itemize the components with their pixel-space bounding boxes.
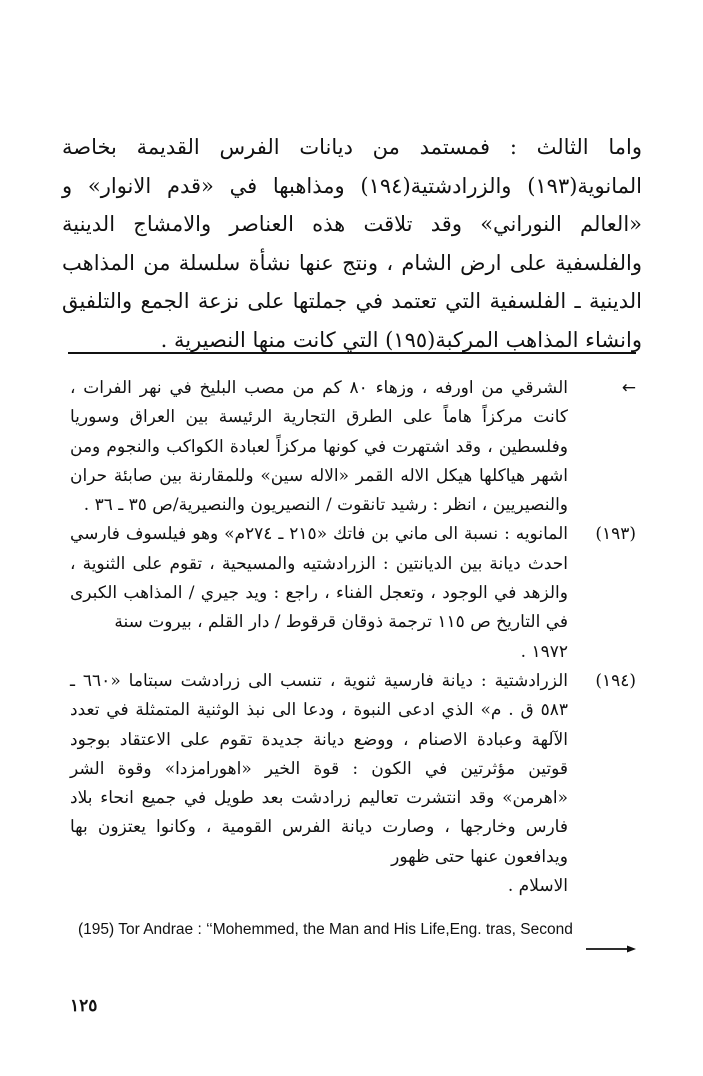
footnotes-block [70,374,636,901]
footnote-divider [68,352,636,354]
page-number: ١٢٥ [70,996,98,1016]
main-paragraph: واما الثالث : فمستمد من ديانات الفرس القديمة بخاصة المانوية(١٩٣) والزرادشتية(١٩٤) ومذاهبها في «قدم الانوار» و «العالم النوراني» وقد تلاقت هذه العناصر والامشاج الدينية والفلسفية على ارض الشام ، ونتج عنها نشأة سلسلة من المذاهب الدينية ـ الفلسفية التي تعتمد في جملتها على نزعة الجمع والتلفيق وانشاء المذاهب المركبة(١٩٥) التي كانت منها النصيرية . [62,135,642,352]
footnote-195-text: (195) Tor Andrae : ‘‘Mohemmed, the Man and His Life,Eng. tras, Second [78,921,573,938]
main-text-block [62,128,642,359]
footnote-193-last-line: ١٩٧٢ . [520,641,568,662]
footnote-193-marker: (١٩٣) [595,524,636,545]
footnote-194-text: الزرادشتية : ديانة فارسية ثنوية ، تنسب الى زرادشت سبتاما «٦٦٠ ـ ٥٨٣ ق . م» الذي ادعى النبوة ، ودعا الى نبذ الوثنية المتمثلة في تعدد الآلهة وعبادة الاصنام ، ووضع ديانة جديدة تقوم على الاعتقاد بوجود قوتين مؤثرتين في الكون : قوة الخير «اهورامزدا» وقوة الشر «اهرمن» وقد انتشرت تعاليم زرادشت بعد طويل في جميع انحاء بلاد فارس وخارجها ، وصارت ديانة الفرس القومية ، وكانوا يعتزون بها ويدافعون عنها حتى ظهور [70,670,568,867]
footnote-193-text: المانويه : نسبة الى ماني بن فاتك «٢١٥ ـ ٢٧٤م» وهو فيلسوف فارسي احدث ديانة بين الديانتين : الزرادشتيه والمسيحية ، تقوم على الثنوية ، والزهد في الوجود ، وتعجل الفناء ، راجع : ويد جيري / المذاهب الكبرى في التاريخ ص ١١٥ ترجمة ذوقان قرقوط / دار القلم ، بيروت سنة [70,524,568,633]
footnote-194-last-line: الاسلام . [507,876,568,897]
footnote-193 [70,520,636,666]
footnote-194 [70,667,636,901]
footnote-194-marker: (١٩٤) [595,670,636,691]
continuation-arrow-icon: ← [621,378,636,398]
footnote-continued [70,374,636,520]
continuation-arrow-right-icon [586,944,636,954]
footnote-continued-text: الشرقي من اورفه ، وزهاء ٨٠ كم من مصب البليخ في نهر الفرات ، كانت مركزاً هاماً على الطرق التجارية الرئيسة بين العراق وسوريا وفلسطين ، وقد اشتهرت في كونها مركزاً لعبادة الكواكب والنجوم ومن اشهر هياكلها هيكل الاله القمر «الاله سين» وللمقارنة بين صابئة حران والنصيريين ، انظر : رشيد تانقوت / النصيريون والنصيرية/ص ٣٥ ـ ٣٦ . [70,378,568,516]
